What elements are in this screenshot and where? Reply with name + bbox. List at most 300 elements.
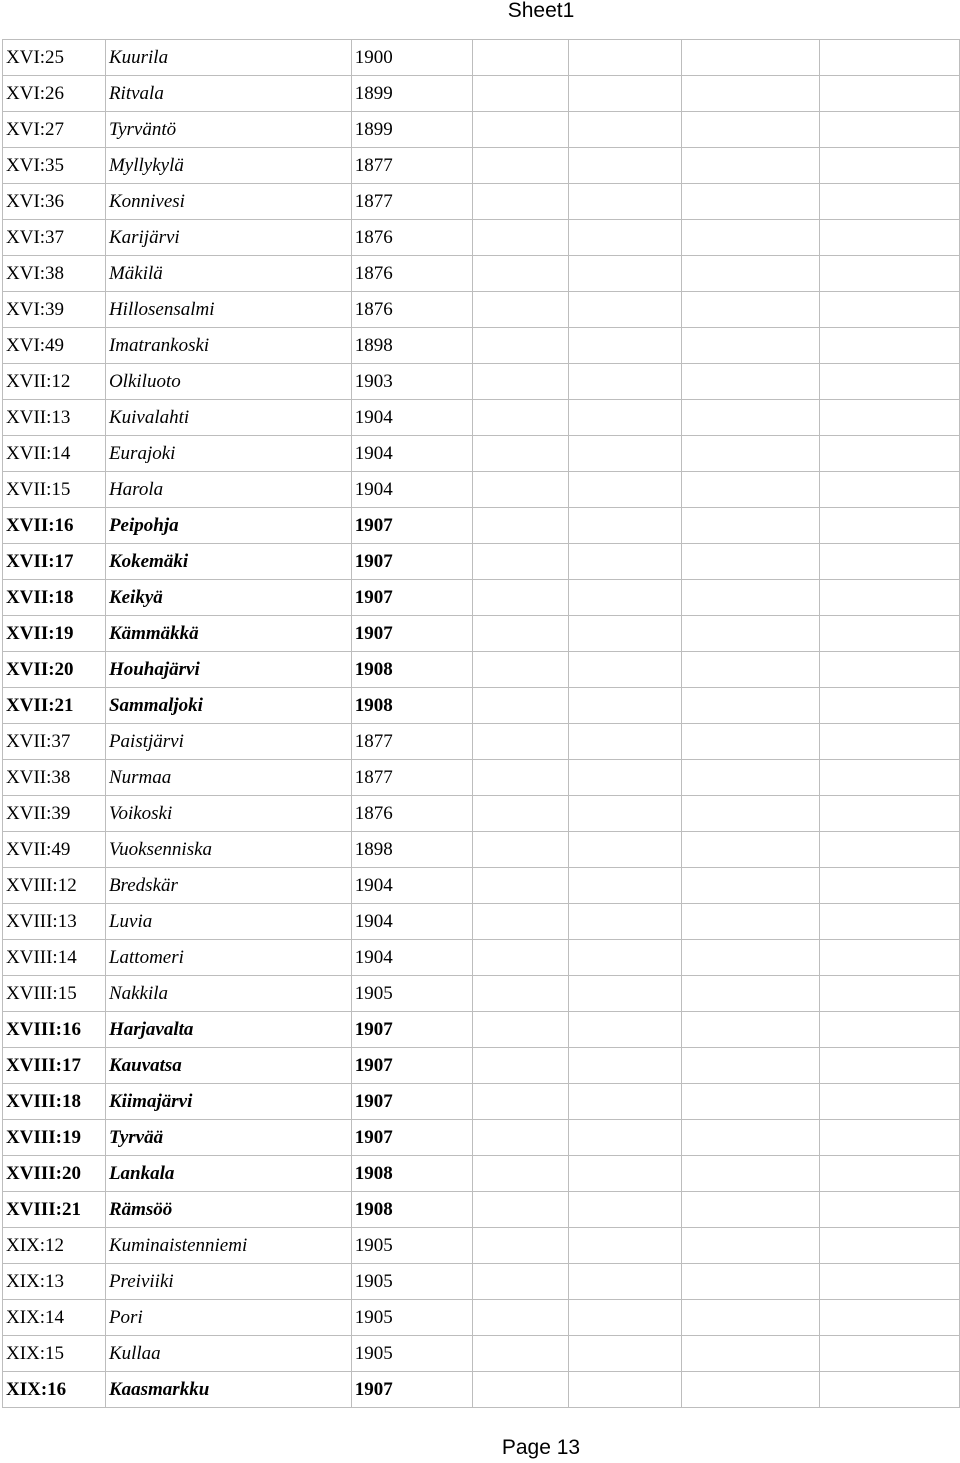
cell-empty — [472, 1300, 568, 1336]
cell-code: XVI:25 — [3, 40, 106, 76]
table-row — [3, 1228, 960, 1264]
cell-code: XVII:16 — [3, 508, 106, 544]
cell-year: 1908 — [351, 652, 472, 688]
cell-empty — [472, 904, 568, 940]
cell-code: XIX:14 — [3, 1300, 106, 1336]
cell-empty — [472, 292, 568, 328]
spreadsheet-table — [2, 39, 960, 1408]
cell-empty — [682, 904, 820, 940]
cell-code: XVII:17 — [3, 544, 106, 580]
cell-code: XVII:19 — [3, 616, 106, 652]
cell-empty — [682, 220, 820, 256]
cell-empty — [568, 796, 682, 832]
cell-empty — [568, 400, 682, 436]
cell-code: XVII:14 — [3, 436, 106, 472]
table-row — [3, 724, 960, 760]
cell-empty — [820, 904, 960, 940]
cell-empty — [820, 1048, 960, 1084]
cell-empty — [820, 760, 960, 796]
cell-empty — [568, 40, 682, 76]
cell-empty — [682, 724, 820, 760]
cell-empty — [682, 652, 820, 688]
cell-empty — [682, 1084, 820, 1120]
cell-empty — [472, 832, 568, 868]
cell-place-name: Karijärvi — [105, 220, 351, 256]
cell-empty — [472, 760, 568, 796]
cell-empty — [820, 76, 960, 112]
cell-empty — [682, 1264, 820, 1300]
cell-place-name: Rämsöö — [105, 1192, 351, 1228]
cell-empty — [568, 652, 682, 688]
cell-year: 1905 — [351, 1228, 472, 1264]
cell-empty — [472, 940, 568, 976]
cell-empty — [568, 112, 682, 148]
table-body — [3, 40, 960, 1408]
cell-empty — [820, 1264, 960, 1300]
table-row — [3, 1120, 960, 1156]
cell-year: 1904 — [351, 472, 472, 508]
cell-place-name: Paistjärvi — [105, 724, 351, 760]
cell-empty — [682, 544, 820, 580]
cell-year: 1907 — [351, 1048, 472, 1084]
cell-empty — [820, 724, 960, 760]
table-row — [3, 796, 960, 832]
cell-empty — [682, 1228, 820, 1264]
cell-empty — [682, 436, 820, 472]
cell-code: XVII:15 — [3, 472, 106, 508]
cell-code: XVIII:15 — [3, 976, 106, 1012]
cell-empty — [568, 76, 682, 112]
cell-empty — [820, 1012, 960, 1048]
cell-empty — [682, 796, 820, 832]
cell-year: 1903 — [351, 364, 472, 400]
cell-place-name: Keikyä — [105, 580, 351, 616]
cell-empty — [472, 1192, 568, 1228]
table-row — [3, 1012, 960, 1048]
cell-empty — [820, 472, 960, 508]
cell-year: 1899 — [351, 112, 472, 148]
cell-code: XVI:27 — [3, 112, 106, 148]
cell-empty — [682, 616, 820, 652]
cell-empty — [682, 1372, 820, 1408]
cell-empty — [682, 832, 820, 868]
cell-empty — [682, 292, 820, 328]
cell-empty — [472, 688, 568, 724]
cell-empty — [682, 760, 820, 796]
cell-empty — [682, 1336, 820, 1372]
cell-year: 1876 — [351, 220, 472, 256]
cell-year: 1898 — [351, 328, 472, 364]
cell-code: XVIII:21 — [3, 1192, 106, 1228]
cell-empty — [472, 1084, 568, 1120]
cell-code: XVI:26 — [3, 76, 106, 112]
cell-empty — [682, 328, 820, 364]
cell-empty — [472, 1048, 568, 1084]
cell-place-name: Imatrankoski — [105, 328, 351, 364]
cell-empty — [682, 1048, 820, 1084]
cell-code: XIX:16 — [3, 1372, 106, 1408]
table-row — [3, 40, 960, 76]
cell-year: 1904 — [351, 904, 472, 940]
cell-code: XVII:38 — [3, 760, 106, 796]
cell-empty — [472, 472, 568, 508]
cell-place-name: Kaasmarkku — [105, 1372, 351, 1408]
table-row — [3, 148, 960, 184]
cell-code: XVI:38 — [3, 256, 106, 292]
cell-code: XVIII:20 — [3, 1156, 106, 1192]
sheet-title: Sheet1 — [507, 0, 575, 22]
cell-year: 1907 — [351, 580, 472, 616]
table-row — [3, 400, 960, 436]
cell-empty — [820, 184, 960, 220]
cell-empty — [472, 328, 568, 364]
cell-empty — [682, 1192, 820, 1228]
cell-empty — [472, 1012, 568, 1048]
cell-empty — [472, 580, 568, 616]
cell-empty — [568, 472, 682, 508]
cell-place-name: Tyrvää — [105, 1120, 351, 1156]
cell-place-name: Kiimajärvi — [105, 1084, 351, 1120]
cell-empty — [568, 616, 682, 652]
table-row — [3, 652, 960, 688]
cell-empty — [820, 868, 960, 904]
cell-year: 1907 — [351, 544, 472, 580]
cell-place-name: Nakkila — [105, 976, 351, 1012]
cell-empty — [568, 1120, 682, 1156]
cell-empty — [682, 1012, 820, 1048]
cell-empty — [472, 616, 568, 652]
cell-code: XVII:49 — [3, 832, 106, 868]
cell-year: 1899 — [351, 76, 472, 112]
cell-code: XVII:20 — [3, 652, 106, 688]
cell-place-name: Hillosensalmi — [105, 292, 351, 328]
cell-place-name: Bredskär — [105, 868, 351, 904]
cell-empty — [820, 436, 960, 472]
cell-empty — [472, 400, 568, 436]
table-row — [3, 688, 960, 724]
cell-empty — [820, 688, 960, 724]
cell-empty — [682, 580, 820, 616]
cell-empty — [820, 580, 960, 616]
cell-code: XIX:15 — [3, 1336, 106, 1372]
cell-empty — [820, 616, 960, 652]
cell-empty — [820, 1228, 960, 1264]
cell-place-name: Lankala — [105, 1156, 351, 1192]
table-row — [3, 1084, 960, 1120]
cell-empty — [472, 1156, 568, 1192]
cell-empty — [568, 760, 682, 796]
table-row — [3, 1192, 960, 1228]
cell-empty — [472, 220, 568, 256]
cell-empty — [472, 256, 568, 292]
cell-empty — [568, 1228, 682, 1264]
cell-empty — [820, 796, 960, 832]
cell-year: 1900 — [351, 40, 472, 76]
table-row — [3, 76, 960, 112]
cell-empty — [472, 1336, 568, 1372]
cell-year: 1907 — [351, 1012, 472, 1048]
cell-empty — [568, 976, 682, 1012]
table-row — [3, 976, 960, 1012]
cell-year: 1908 — [351, 688, 472, 724]
cell-empty — [568, 868, 682, 904]
cell-empty — [568, 328, 682, 364]
cell-year: 1908 — [351, 1156, 472, 1192]
table-row — [3, 184, 960, 220]
cell-year: 1905 — [351, 976, 472, 1012]
cell-empty — [568, 904, 682, 940]
cell-empty — [472, 436, 568, 472]
cell-empty — [682, 184, 820, 220]
cell-empty — [820, 292, 960, 328]
cell-place-name: Kullaa — [105, 1336, 351, 1372]
cell-empty — [472, 652, 568, 688]
cell-year: 1877 — [351, 184, 472, 220]
cell-year: 1907 — [351, 1120, 472, 1156]
cell-empty — [568, 1012, 682, 1048]
cell-year: 1904 — [351, 940, 472, 976]
cell-empty — [472, 796, 568, 832]
cell-year: 1904 — [351, 868, 472, 904]
cell-place-name: Houhajärvi — [105, 652, 351, 688]
table-row — [3, 1048, 960, 1084]
cell-empty — [568, 688, 682, 724]
cell-empty — [472, 148, 568, 184]
cell-place-name: Konnivesi — [105, 184, 351, 220]
cell-year: 1907 — [351, 1084, 472, 1120]
cell-empty — [820, 940, 960, 976]
cell-year: 1905 — [351, 1300, 472, 1336]
cell-empty — [820, 40, 960, 76]
cell-place-name: Vuoksenniska — [105, 832, 351, 868]
cell-empty — [472, 112, 568, 148]
cell-empty — [820, 1300, 960, 1336]
cell-empty — [472, 544, 568, 580]
cell-empty — [820, 400, 960, 436]
cell-place-name: Mäkilä — [105, 256, 351, 292]
cell-empty — [820, 652, 960, 688]
cell-empty — [682, 868, 820, 904]
cell-empty — [682, 112, 820, 148]
cell-place-name: Kuurila — [105, 40, 351, 76]
cell-empty — [472, 1120, 568, 1156]
cell-place-name: Eurajoki — [105, 436, 351, 472]
cell-code: XVI:39 — [3, 292, 106, 328]
cell-place-name: Kauvatsa — [105, 1048, 351, 1084]
cell-empty — [682, 148, 820, 184]
cell-place-name: Ritvala — [105, 76, 351, 112]
cell-place-name: Kuivalahti — [105, 400, 351, 436]
cell-empty — [682, 40, 820, 76]
cell-code: XVIII:13 — [3, 904, 106, 940]
table-row — [3, 1372, 960, 1408]
cell-empty — [568, 508, 682, 544]
cell-empty — [568, 580, 682, 616]
table-row — [3, 1336, 960, 1372]
cell-empty — [568, 1372, 682, 1408]
cell-code: XVII:12 — [3, 364, 106, 400]
cell-empty — [472, 868, 568, 904]
cell-empty — [820, 364, 960, 400]
table-row — [3, 580, 960, 616]
cell-year: 1904 — [351, 400, 472, 436]
cell-year: 1905 — [351, 1264, 472, 1300]
cell-empty — [568, 148, 682, 184]
cell-year: 1907 — [351, 616, 472, 652]
table-row — [3, 616, 960, 652]
cell-empty — [472, 184, 568, 220]
cell-code: XVI:36 — [3, 184, 106, 220]
cell-place-name: Voikoski — [105, 796, 351, 832]
table-row — [3, 112, 960, 148]
cell-code: XVII:37 — [3, 724, 106, 760]
cell-empty — [820, 112, 960, 148]
cell-code: XVIII:17 — [3, 1048, 106, 1084]
cell-empty — [568, 1264, 682, 1300]
cell-empty — [820, 220, 960, 256]
cell-empty — [568, 364, 682, 400]
cell-place-name: Luvia — [105, 904, 351, 940]
cell-year: 1877 — [351, 148, 472, 184]
cell-code: XVII:39 — [3, 796, 106, 832]
cell-empty — [472, 976, 568, 1012]
cell-empty — [820, 1372, 960, 1408]
cell-code: XVI:35 — [3, 148, 106, 184]
cell-year: 1876 — [351, 256, 472, 292]
cell-empty — [568, 184, 682, 220]
cell-empty — [820, 1336, 960, 1372]
cell-year: 1907 — [351, 1372, 472, 1408]
table-row — [3, 220, 960, 256]
cell-empty — [682, 688, 820, 724]
cell-code: XVIII:18 — [3, 1084, 106, 1120]
cell-empty — [472, 40, 568, 76]
table-row — [3, 1300, 960, 1336]
cell-code: XVIII:19 — [3, 1120, 106, 1156]
cell-code: XVIII:14 — [3, 940, 106, 976]
cell-empty — [568, 1336, 682, 1372]
cell-empty — [682, 1156, 820, 1192]
cell-empty — [472, 1372, 568, 1408]
cell-code: XVIII:12 — [3, 868, 106, 904]
cell-empty — [568, 220, 682, 256]
cell-empty — [682, 76, 820, 112]
cell-empty — [472, 364, 568, 400]
cell-empty — [682, 400, 820, 436]
cell-empty — [682, 940, 820, 976]
cell-empty — [568, 544, 682, 580]
cell-code: XVI:49 — [3, 328, 106, 364]
table-row — [3, 868, 960, 904]
cell-empty — [568, 1192, 682, 1228]
cell-code: XVIII:16 — [3, 1012, 106, 1048]
cell-empty — [820, 544, 960, 580]
cell-empty — [820, 1192, 960, 1228]
cell-place-name: Kämmäkkä — [105, 616, 351, 652]
cell-empty — [568, 724, 682, 760]
cell-year: 1908 — [351, 1192, 472, 1228]
page-number: Page 13 — [501, 1436, 581, 1459]
table-row — [3, 940, 960, 976]
cell-empty — [820, 256, 960, 292]
cell-place-name: Nurmaa — [105, 760, 351, 796]
cell-place-name: Peipohja — [105, 508, 351, 544]
cell-empty — [820, 1084, 960, 1120]
cell-year: 1904 — [351, 436, 472, 472]
cell-empty — [568, 1084, 682, 1120]
table-row — [3, 508, 960, 544]
cell-code: XIX:13 — [3, 1264, 106, 1300]
cell-empty — [820, 328, 960, 364]
cell-place-name: Kokemäki — [105, 544, 351, 580]
cell-place-name: Harola — [105, 472, 351, 508]
cell-year: 1877 — [351, 724, 472, 760]
cell-empty — [820, 1120, 960, 1156]
cell-empty — [568, 1300, 682, 1336]
cell-place-name: Myllykylä — [105, 148, 351, 184]
table-row — [3, 760, 960, 796]
cell-empty — [820, 832, 960, 868]
cell-empty — [472, 76, 568, 112]
cell-empty — [682, 508, 820, 544]
cell-place-name: Kuminaistenniemi — [105, 1228, 351, 1264]
cell-empty — [568, 1156, 682, 1192]
cell-place-name: Lattomeri — [105, 940, 351, 976]
cell-code: XVI:37 — [3, 220, 106, 256]
cell-place-name: Harjavalta — [105, 1012, 351, 1048]
cell-year: 1898 — [351, 832, 472, 868]
cell-place-name: Olkiluoto — [105, 364, 351, 400]
table-row — [3, 544, 960, 580]
cell-year: 1876 — [351, 292, 472, 328]
table-row — [3, 364, 960, 400]
cell-empty — [568, 1048, 682, 1084]
table-row — [3, 832, 960, 868]
cell-place-name: Pori — [105, 1300, 351, 1336]
cell-place-name: Sammaljoki — [105, 688, 351, 724]
cell-empty — [472, 1264, 568, 1300]
cell-empty — [682, 472, 820, 508]
cell-empty — [820, 976, 960, 1012]
cell-empty — [568, 832, 682, 868]
table-row — [3, 1156, 960, 1192]
cell-code: XVII:18 — [3, 580, 106, 616]
table-row — [3, 472, 960, 508]
table-row — [3, 1264, 960, 1300]
cell-empty — [472, 724, 568, 760]
cell-empty — [568, 292, 682, 328]
cell-empty — [472, 1228, 568, 1264]
cell-empty — [682, 1300, 820, 1336]
cell-empty — [682, 976, 820, 1012]
table-row — [3, 436, 960, 472]
table-row — [3, 904, 960, 940]
table-row — [3, 328, 960, 364]
cell-place-name: Tyrväntö — [105, 112, 351, 148]
cell-empty — [472, 508, 568, 544]
table-row — [3, 292, 960, 328]
cell-place-name: Preiviiki — [105, 1264, 351, 1300]
cell-empty — [682, 256, 820, 292]
cell-empty — [568, 256, 682, 292]
cell-year: 1876 — [351, 796, 472, 832]
table-row — [3, 256, 960, 292]
cell-code: XVII:21 — [3, 688, 106, 724]
cell-empty — [820, 1156, 960, 1192]
cell-empty — [568, 436, 682, 472]
cell-code: XVII:13 — [3, 400, 106, 436]
cell-empty — [820, 508, 960, 544]
